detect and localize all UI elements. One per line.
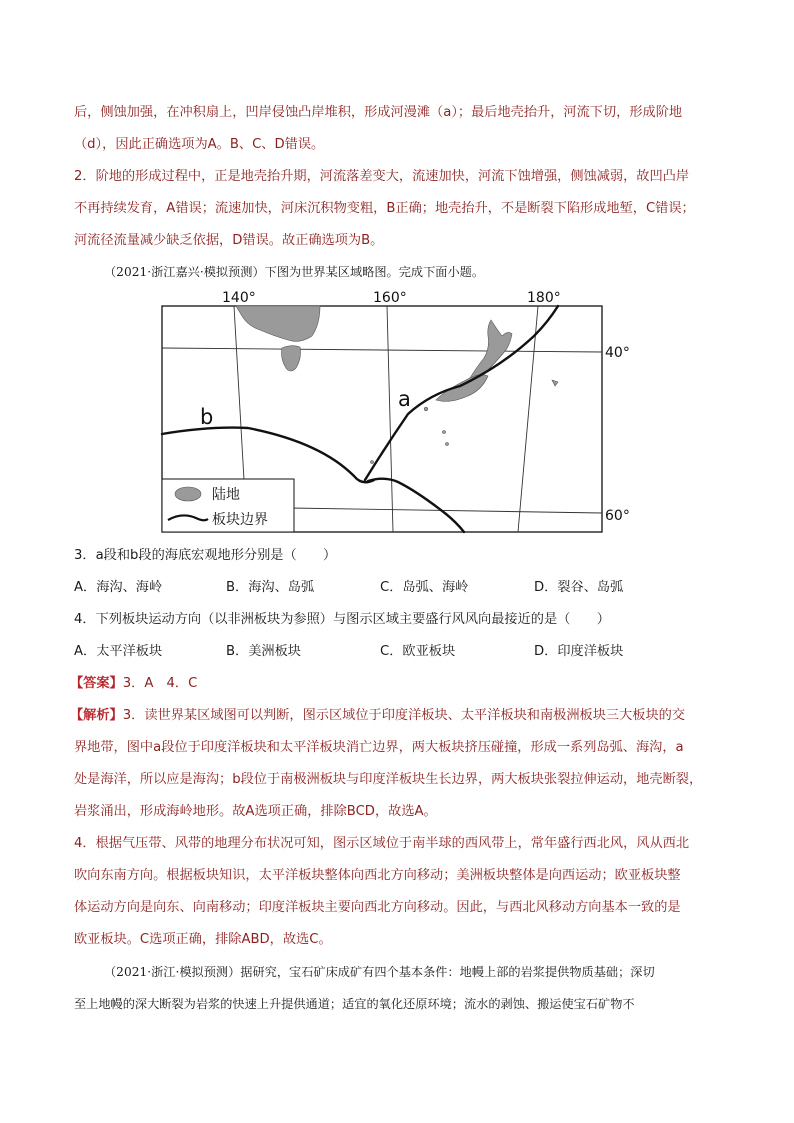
lon-label-140: 140° bbox=[222, 290, 256, 306]
lon-label-160: 160° bbox=[373, 290, 407, 306]
lat-label-40: 40° bbox=[605, 345, 630, 361]
lat-label-60: 60° bbox=[605, 508, 630, 524]
q4-option-c[interactable]: C．欧亚板块 bbox=[380, 644, 456, 659]
question-intro-2-line-2: 至上地幔的深大断裂为岩浆的快速上升提供通道；适宜的氧化还原环境；流水的剥蚀、搬运使宝石矿物不 bbox=[74, 997, 635, 1011]
prev-solution-line-2: （d），因此正确选项为A。B、C、D错误。 bbox=[74, 137, 325, 152]
question-intro-1: （2021·浙江嘉兴·模拟预测）下图为世界某区域略图。完成下面小题。 bbox=[104, 265, 485, 279]
legend-land-label: 陆地 bbox=[212, 487, 240, 503]
analysis-line-7: 体运动方向是向东、向南移动；印度洋板块主要向西北方向移动。因此，与西北风移动方向基本一致的是 bbox=[74, 900, 681, 915]
q3-option-a[interactable]: A．海沟、海岭 bbox=[74, 580, 163, 595]
answer-text: 3．A 4．C bbox=[122, 676, 198, 691]
analysis-label: 【解析】 bbox=[70, 708, 123, 723]
question-intro-2-line-1: （2021·浙江·模拟预测）据研究，宝石矿床成矿有四个基本条件：地幔上部的岩浆提供物质基础；深切 bbox=[104, 965, 655, 979]
lon-label-180: 180° bbox=[527, 290, 561, 306]
map-label-b: b bbox=[200, 405, 214, 429]
small-island-1 bbox=[424, 407, 428, 411]
q3-option-d[interactable]: D．裂谷、岛弧 bbox=[534, 580, 624, 595]
q2-solution-line-3: 河流径流量减少缺乏依据，D错误。故正确选项为B。 bbox=[74, 233, 384, 248]
small-island-2 bbox=[443, 431, 446, 434]
legend-land-symbol bbox=[175, 487, 201, 501]
map-label-a: a bbox=[398, 387, 411, 411]
q3-option-b[interactable]: B．海沟、岛弧 bbox=[226, 580, 315, 595]
analysis-line-5: 4．根据气压带、风带的地理分布状况可知，图示区域位于南半球的西风带上，常年盛行西北风，风从西北 bbox=[74, 836, 690, 851]
analysis-line-3: 处是海洋，所以应是海沟；b段位于南极洲板块与印度洋板块生长边界，两大板块张裂拉伸运动，地壳断裂， bbox=[74, 772, 703, 787]
prev-solution-line-1: 后，侧蚀加强，在冲积扇上，凹岸侵蚀凸岸堆积，形成河漫滩（a）；最后地壳抬升，河流下切，形成阶地 bbox=[74, 105, 683, 120]
analysis-line-8: 欧亚板块。C选项正确，排除ABD，故选C。 bbox=[74, 932, 332, 947]
analysis-line-4: 岩浆涌出，形成海岭地形。故A选项正确，排除BCD，故选A。 bbox=[74, 804, 437, 819]
q4-stem: 4．下列板块运动方向（以非洲板块为参照）与图示区域主要盛行风风向最接近的是（ ） bbox=[74, 612, 610, 627]
answer-label: 【答案】 bbox=[70, 676, 123, 691]
world-region-map bbox=[150, 286, 640, 536]
analysis-line-2: 界地带，图中a段位于印度洋板块和太平洋板块消亡边界，两大板块挤压碰撞，形成一系列岛弧、海沟，a bbox=[74, 740, 684, 755]
q3-stem: 3．a段和b段的海底宏观地形分别是（ ） bbox=[74, 548, 337, 563]
small-island-3 bbox=[446, 443, 449, 446]
legend-boundary-label: 板块边界 bbox=[212, 512, 268, 528]
q4-option-b[interactable]: B．美洲板块 bbox=[226, 644, 301, 659]
q3-option-c[interactable]: C．岛弧、海岭 bbox=[380, 580, 469, 595]
map-legend bbox=[162, 479, 294, 532]
q2-solution-line-2: 不再持续发育，A错误；流速加快，河床沉积物变粗，B正确；地壳抬升，不是断裂下陷形成地堑，C错误； bbox=[74, 201, 695, 216]
q4-option-a[interactable]: A．太平洋板块 bbox=[74, 644, 163, 659]
analysis-text-1: 3．读世界某区域图可以判断，图示区域位于印度洋板块、太平洋板块和南极洲板块三大板块的交 bbox=[122, 708, 686, 723]
analysis-line-1 bbox=[70, 706, 720, 726]
small-island-4 bbox=[371, 461, 374, 464]
q4-option-d[interactable]: D．印度洋板块 bbox=[534, 644, 624, 659]
q2-solution-line-1: 2．阶地的形成过程中，正是地壳抬升期，河流落差变大，流速加快，河流下蚀增强，侧蚀减弱，故凹凸岸 bbox=[74, 169, 690, 184]
answer-line bbox=[70, 674, 720, 694]
analysis-line-6: 吹向东南方向。根据板块知识，太平洋板块整体向西北方向移动；美洲板块整体是向西运动；欧亚板块整 bbox=[74, 868, 681, 883]
